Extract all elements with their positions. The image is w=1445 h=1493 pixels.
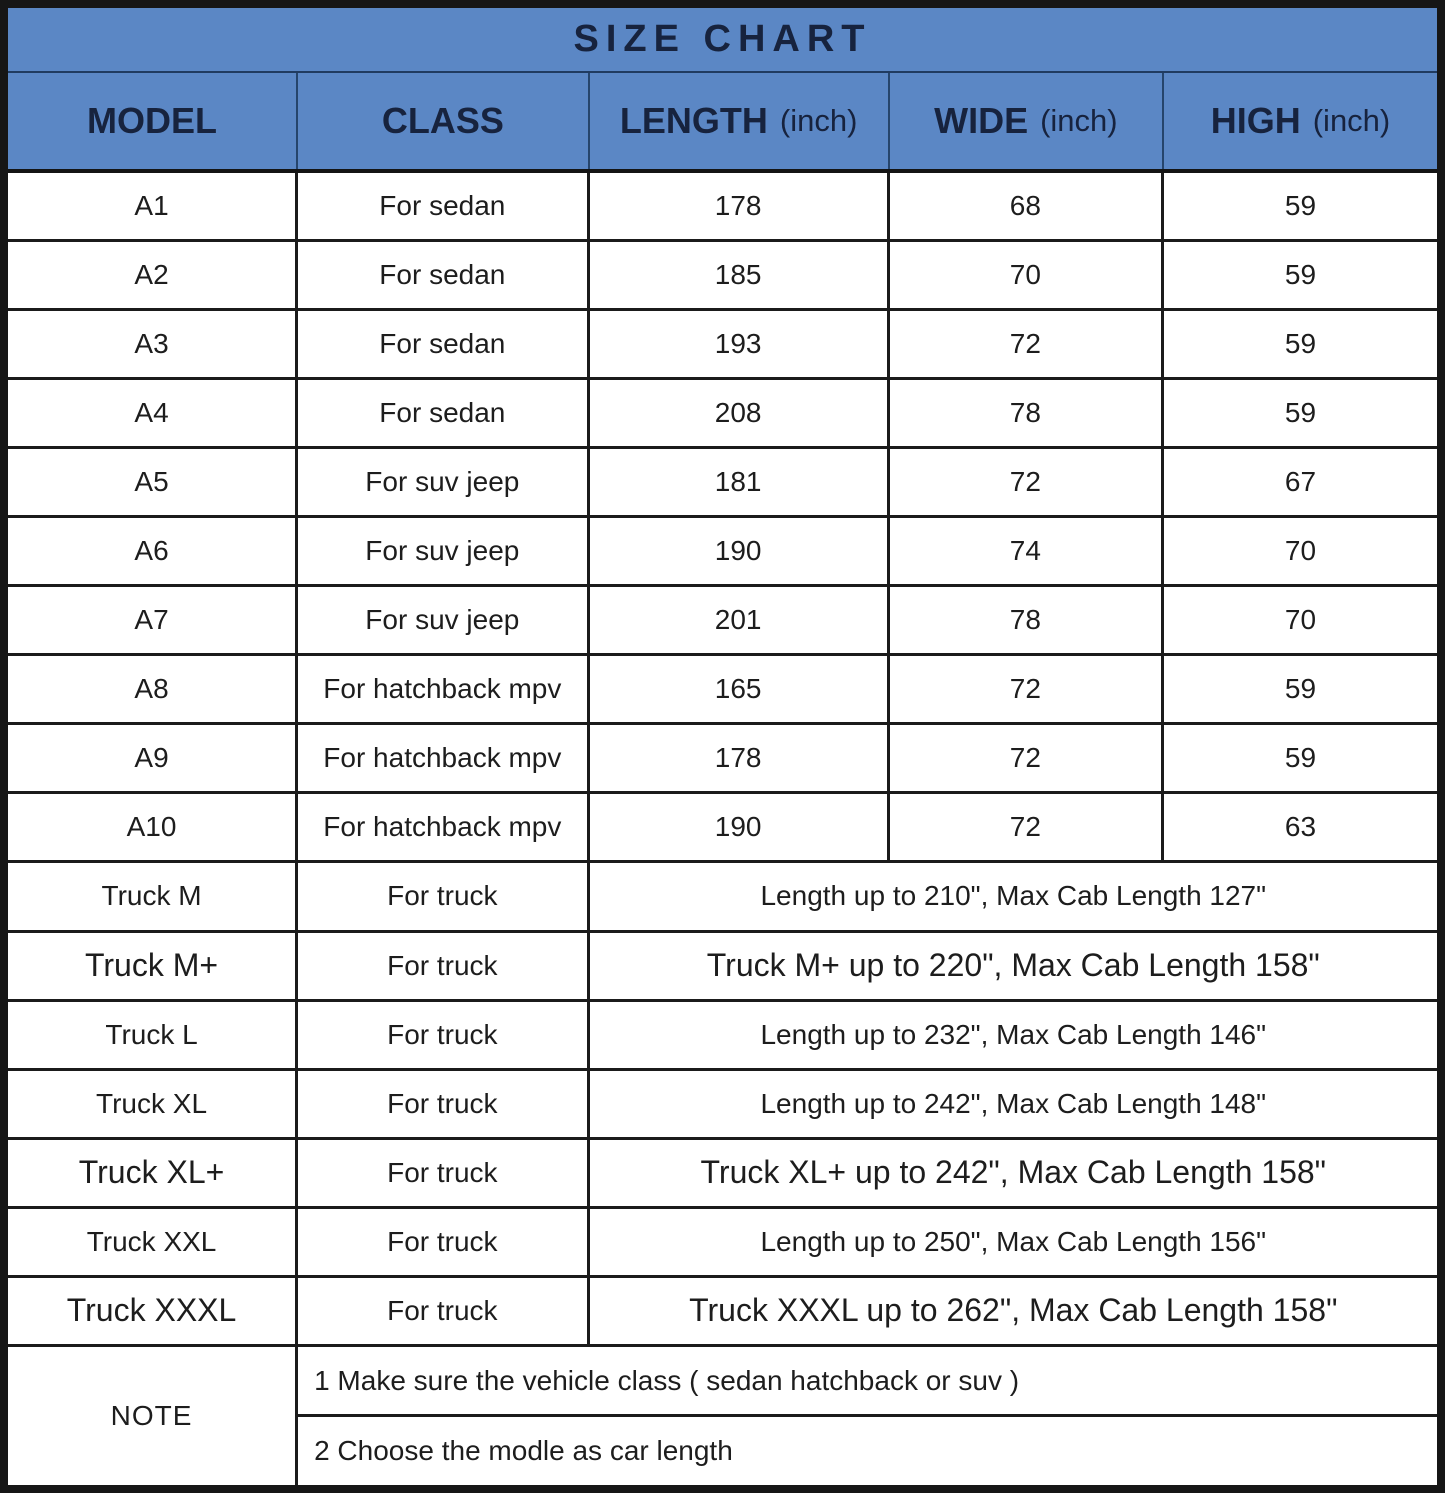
model-cell: A2 (8, 242, 298, 308)
column-header-unit: (inch) (779, 103, 858, 138)
table-title: SIZE CHART (8, 8, 1437, 73)
high-cell: 59 (1284, 742, 1317, 774)
column-header-label: HIGH (1210, 100, 1301, 141)
class-cell: For hatchback mpv (298, 725, 590, 791)
class-cell: For truck (298, 1278, 590, 1344)
table-row (8, 1002, 1437, 1071)
table-row (8, 1140, 1437, 1209)
table-row (8, 173, 1437, 242)
length-cell: 185 (590, 242, 890, 308)
class-cell: For suv jeep (298, 518, 590, 584)
length-cell: 178 (590, 173, 890, 239)
truck-spec-cell: Truck XXXL up to 262", Max Cab Length 158" (689, 1292, 1338, 1329)
class-cell: For hatchback mpv (298, 656, 590, 722)
column-header-row (8, 73, 1437, 173)
model-cell: A6 (8, 518, 298, 584)
class-cell: For suv jeep (298, 587, 590, 653)
note-row (8, 1347, 1437, 1485)
model-cell: Truck XXL (8, 1209, 298, 1275)
class-cell: For hatchback mpv (298, 794, 590, 860)
length-cell: 208 (590, 380, 890, 446)
class-cell: For truck (298, 1140, 590, 1206)
wide-cell: 68 (890, 173, 1164, 239)
wide-cell: 78 (890, 587, 1164, 653)
model-cell: A10 (8, 794, 298, 860)
length-cell: 178 (590, 725, 890, 791)
table-body (8, 173, 1437, 1347)
table-row (8, 1278, 1437, 1347)
column-header-model (8, 73, 298, 169)
column-header-unit: (inch) (1312, 103, 1391, 138)
high-cell: 59 (1284, 328, 1317, 360)
model-cell: A7 (8, 587, 298, 653)
table-row (8, 380, 1437, 449)
note-items (298, 1347, 1437, 1485)
model-cell: A9 (8, 725, 298, 791)
column-header-class (298, 73, 590, 169)
high-cell: 70 (1284, 604, 1317, 636)
column-header-length (590, 73, 890, 169)
model-cell: Truck XL+ (8, 1140, 298, 1206)
class-cell: For sedan (298, 380, 590, 446)
truck-spec-cell: Length up to 242", Max Cab Length 148" (760, 1087, 1267, 1119)
truck-spec-cell: Truck M+ up to 220", Max Cab Length 158" (706, 947, 1320, 984)
table-row (8, 1209, 1437, 1278)
note-item-2: 2 Choose the modle as car length (314, 1435, 733, 1467)
length-cell: 165 (590, 656, 890, 722)
model-cell: Truck L (8, 1002, 298, 1068)
table-row (8, 449, 1437, 518)
model-cell: A1 (8, 173, 298, 239)
note-label: NOTE (8, 1347, 298, 1485)
table-row (8, 518, 1437, 587)
column-header-label: WIDE (934, 100, 1029, 141)
wide-cell: 72 (890, 311, 1164, 377)
high-cell: 59 (1284, 259, 1317, 291)
column-header-label: CLASS (381, 100, 504, 141)
model-cell: A4 (8, 380, 298, 446)
table-row (8, 656, 1437, 725)
class-cell: For sedan (298, 311, 590, 377)
length-cell: 190 (590, 518, 890, 584)
wide-cell: 74 (890, 518, 1164, 584)
column-header-label: MODEL (87, 100, 218, 141)
class-cell: For truck (298, 933, 590, 999)
wide-cell: 72 (890, 725, 1164, 791)
wide-cell: 72 (890, 794, 1164, 860)
model-cell: Truck XL (8, 1071, 298, 1137)
model-cell: A8 (8, 656, 298, 722)
table-row (8, 933, 1437, 1002)
class-cell: For suv jeep (298, 449, 590, 515)
high-cell: 59 (1284, 190, 1317, 222)
truck-spec-cell: Truck XL+ up to 242", Max Cab Length 158" (700, 1154, 1327, 1191)
wide-cell: 72 (890, 656, 1164, 722)
table-row (8, 587, 1437, 656)
class-cell: For truck (298, 1209, 590, 1275)
high-cell: 67 (1284, 466, 1317, 498)
high-cell: 59 (1284, 673, 1317, 705)
model-cell: Truck M+ (8, 933, 298, 999)
truck-spec-cell: Length up to 210", Max Cab Length 127" (760, 880, 1267, 912)
column-header-label: LENGTH (619, 100, 768, 141)
high-cell: 70 (1284, 535, 1317, 567)
class-cell: For sedan (298, 242, 590, 308)
wide-cell: 72 (890, 449, 1164, 515)
length-cell: 181 (590, 449, 890, 515)
wide-cell: 78 (890, 380, 1164, 446)
note-item-1: 1 Make sure the vehicle class ( sedan hatchback or suv ) (298, 1347, 1437, 1418)
class-cell: For truck (298, 1002, 590, 1068)
table-row (8, 1071, 1437, 1140)
model-cell: A5 (8, 449, 298, 515)
table-row (8, 863, 1437, 932)
model-cell: Truck M (8, 863, 298, 929)
model-cell: Truck XXXL (8, 1278, 298, 1344)
table-row (8, 794, 1437, 863)
column-header-high (1164, 73, 1437, 169)
high-cell: 63 (1284, 811, 1317, 843)
column-header-unit: (inch) (1040, 103, 1118, 138)
model-cell: A3 (8, 311, 298, 377)
truck-spec-cell: Length up to 232", Max Cab Length 146" (760, 1018, 1267, 1050)
length-cell: 190 (590, 794, 890, 860)
table-row (8, 242, 1437, 311)
class-cell: For truck (298, 863, 590, 929)
table-row (8, 725, 1437, 794)
length-cell: 201 (590, 587, 890, 653)
length-cell: 193 (590, 311, 890, 377)
column-header-wide (890, 73, 1164, 169)
wide-cell: 70 (890, 242, 1164, 308)
class-cell: For sedan (298, 173, 590, 239)
high-cell: 59 (1284, 397, 1317, 429)
table-row (8, 311, 1437, 380)
truck-spec-cell: Length up to 250", Max Cab Length 156" (760, 1225, 1267, 1257)
class-cell: For truck (298, 1071, 590, 1137)
